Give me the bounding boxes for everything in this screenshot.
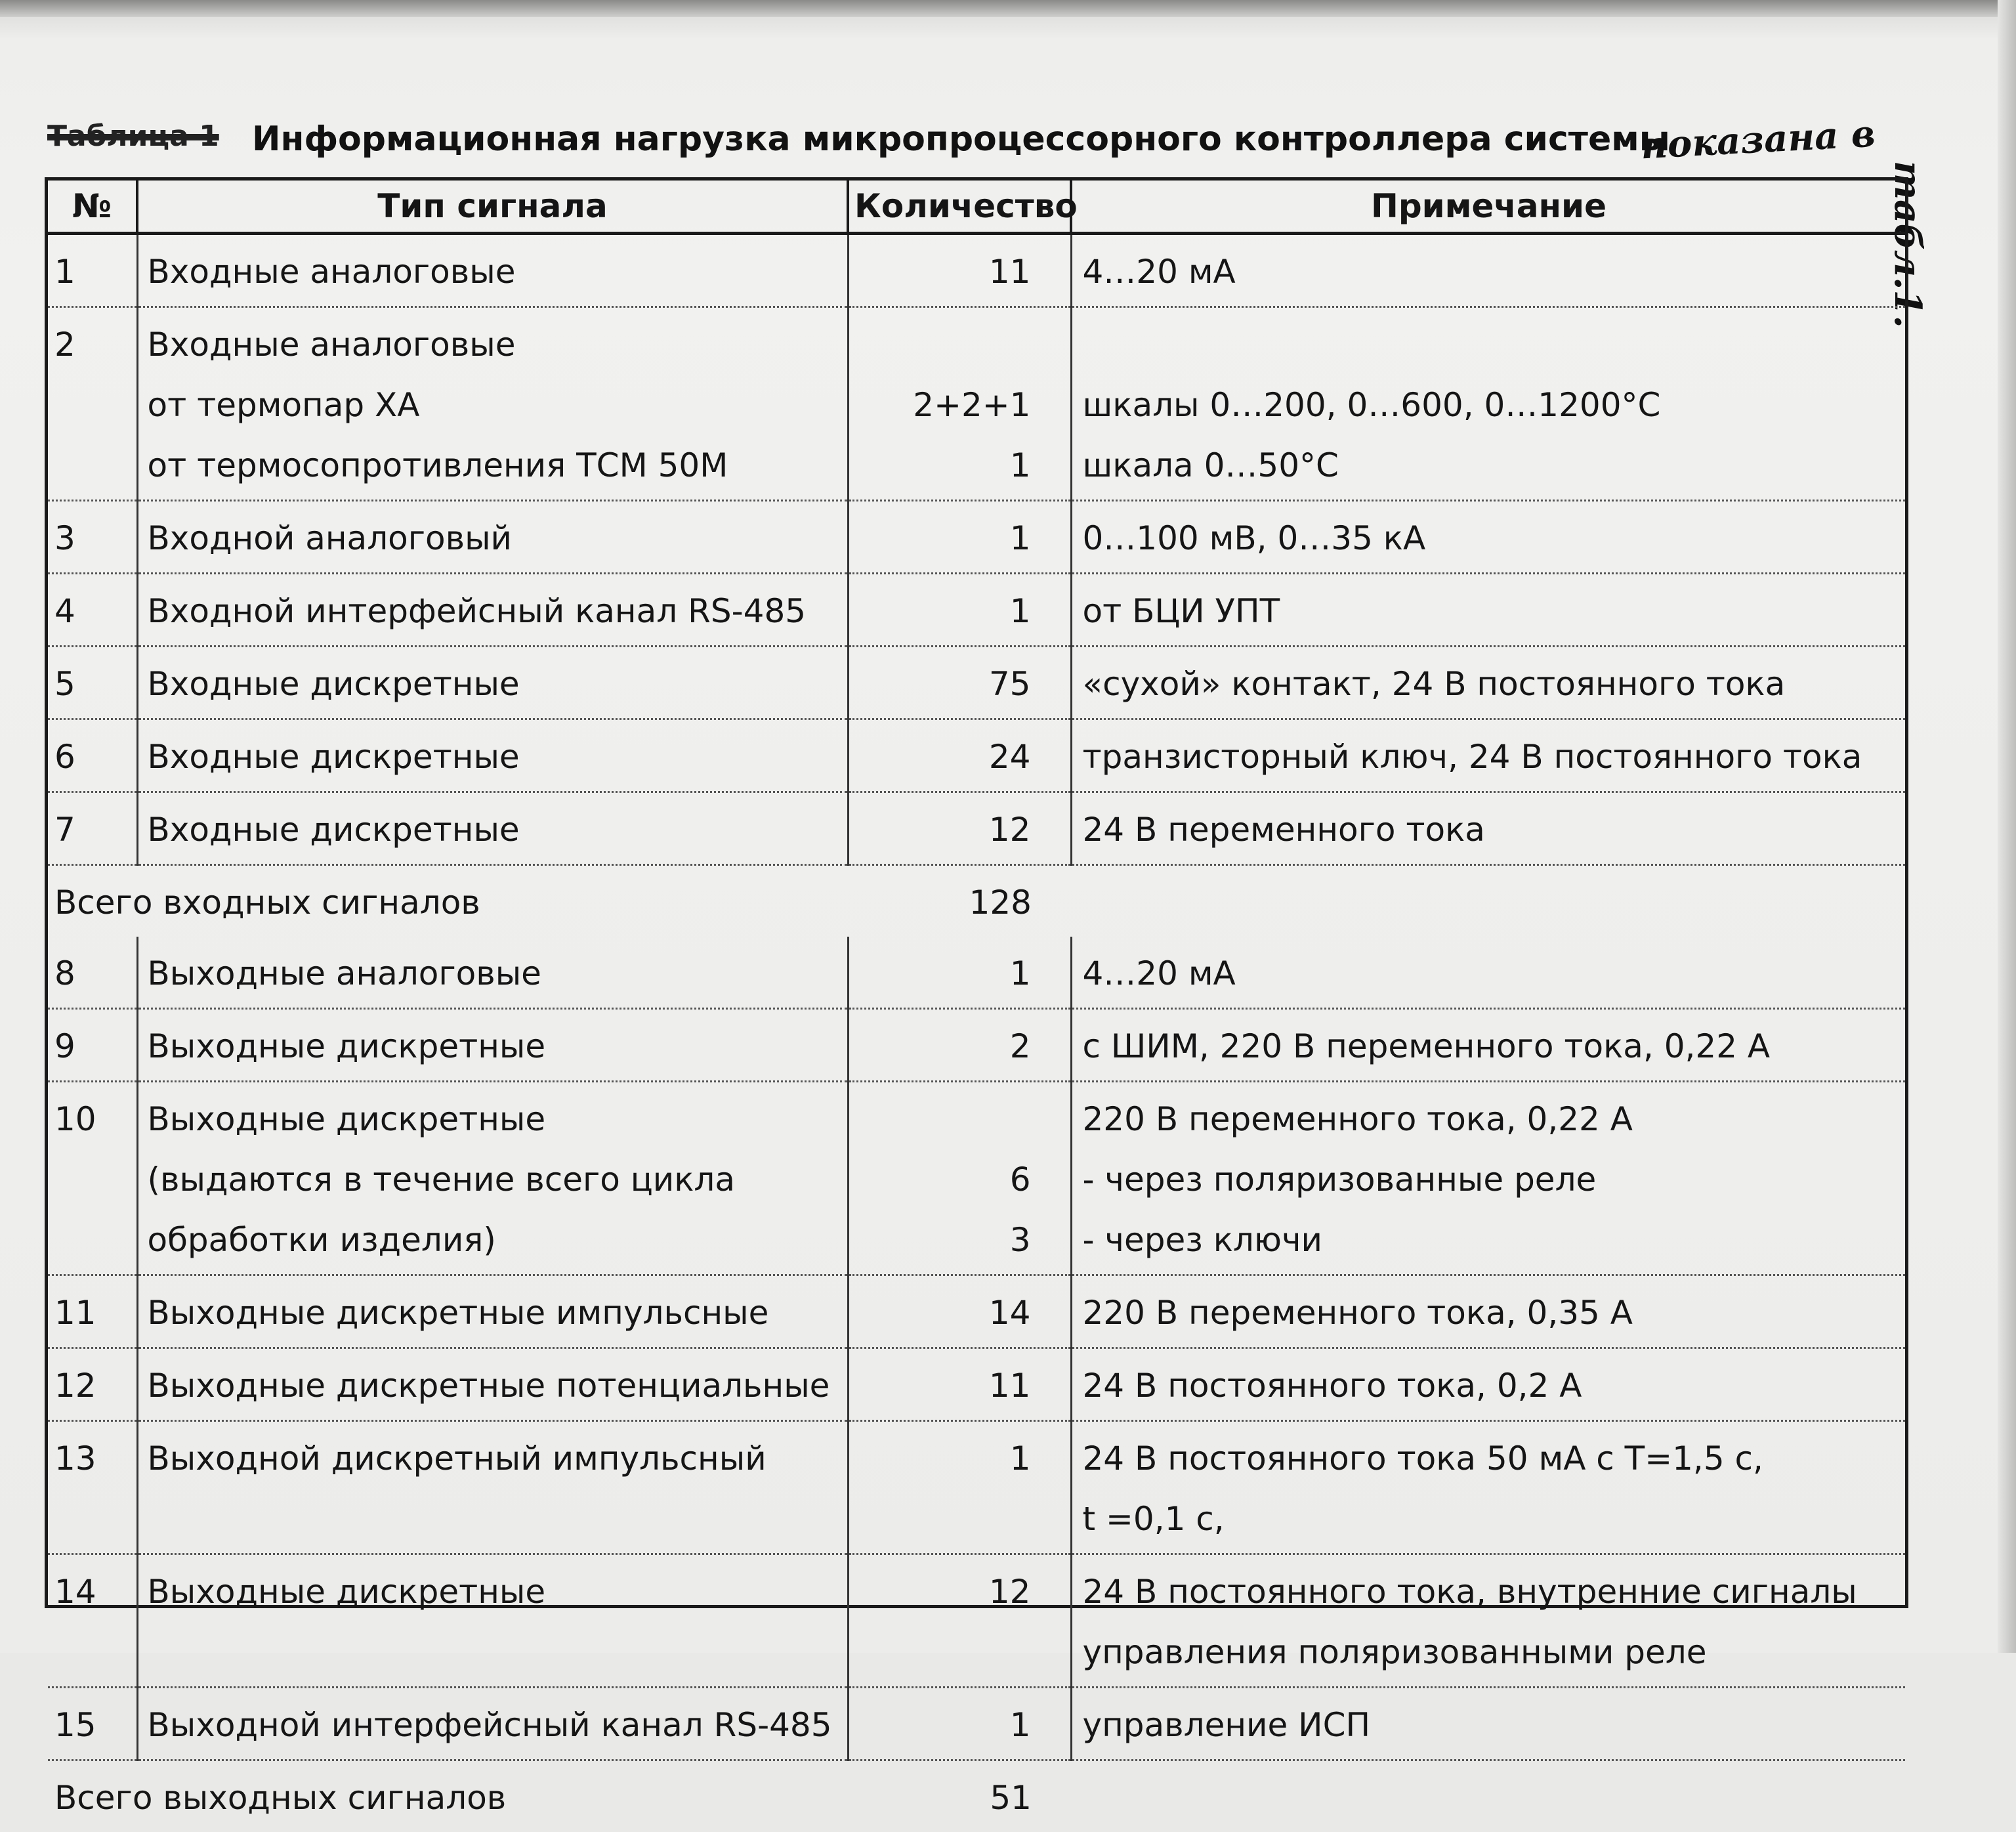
row-number: 11 — [48, 1275, 137, 1348]
signal-note — [1071, 234, 1905, 307]
signal-quantity — [848, 1082, 1071, 1275]
qty-line: 1 — [858, 581, 1031, 641]
type-line: Входные дискретные — [148, 727, 838, 787]
signal-type — [137, 1348, 848, 1421]
type-line: Выходные дискретные — [148, 1016, 838, 1076]
qty-line — [858, 1089, 1031, 1149]
caption-title: Информационная нагрузка микропроцессорного контроллера системы — [252, 119, 1670, 159]
table-row — [48, 1688, 1905, 1760]
total-note-empty — [1071, 1760, 1905, 1832]
note-line: управления поляризованными реле — [1083, 1622, 1897, 1682]
total-quantity: 51 — [848, 1760, 1071, 1832]
table-row — [48, 1275, 1905, 1348]
note-line: с ШИМ, 220 В переменного тока, 0,22 А — [1083, 1016, 1897, 1076]
signal-type — [137, 574, 848, 647]
signal-quantity — [848, 719, 1071, 792]
table-row — [48, 647, 1905, 719]
scan-edge-right — [1998, 0, 2016, 1653]
signal-note — [1071, 1275, 1905, 1348]
signal-type — [137, 719, 848, 792]
qty-line: 2 — [858, 1016, 1031, 1076]
row-number: 12 — [48, 1348, 137, 1421]
row-number: 5 — [48, 647, 137, 719]
signal-type — [137, 937, 848, 1009]
qty-line: 2+2+1 — [858, 375, 1031, 435]
total-label: Всего входных сигналов — [48, 865, 848, 937]
qty-line: 75 — [858, 654, 1031, 714]
signal-note — [1071, 1082, 1905, 1275]
qty-line — [858, 314, 1031, 375]
qty-line: 12 — [858, 799, 1031, 860]
type-line: от термосопротивления ТСМ 50М — [148, 435, 838, 496]
note-line: 24 В постоянного тока 50 мА с Т=1,5 с, — [1083, 1428, 1897, 1489]
signal-note — [1071, 719, 1905, 792]
signal-type — [137, 234, 848, 307]
qty-line: 3 — [858, 1210, 1031, 1270]
qty-line: 1 — [858, 1428, 1031, 1489]
table-row — [48, 307, 1905, 501]
signal-quantity — [848, 574, 1071, 647]
table-row — [48, 719, 1905, 792]
note-line: 220 В переменного тока, 0,22 А — [1083, 1089, 1897, 1149]
signal-quantity — [848, 1009, 1071, 1082]
signal-note — [1071, 574, 1905, 647]
row-number: 4 — [48, 574, 137, 647]
note-line: 24 В постоянного тока, 0,2 А — [1083, 1355, 1897, 1416]
note-line: 4…20 мА — [1083, 242, 1897, 302]
table-row — [48, 1348, 1905, 1421]
note-line: транзисторный ключ, 24 В постоянного тока — [1083, 727, 1897, 787]
qty-line: 14 — [858, 1283, 1031, 1343]
signal-type — [137, 501, 848, 574]
signal-quantity — [848, 307, 1071, 501]
table-header-row — [48, 181, 1905, 234]
signal-quantity — [848, 1348, 1071, 1421]
type-line: Выходные дискретные — [148, 1089, 838, 1149]
qty-line: 12 — [858, 1562, 1031, 1622]
row-number: 14 — [48, 1554, 137, 1688]
type-line: Входные дискретные — [148, 799, 838, 860]
note-line: шкала 0…50°С — [1083, 435, 1897, 496]
signal-note — [1071, 792, 1905, 865]
note-line: управление ИСП — [1083, 1695, 1897, 1755]
caption-label-struck: Таблица 1 — [47, 119, 219, 153]
note-line: - через ключи — [1083, 1210, 1897, 1270]
row-number: 7 — [48, 792, 137, 865]
table-row — [48, 501, 1905, 574]
signal-note — [1071, 307, 1905, 501]
signal-quantity — [848, 1554, 1071, 1688]
signal-type — [137, 307, 848, 501]
handwritten-side-note: табл.1. — [1883, 161, 1929, 358]
table-row — [48, 1421, 1905, 1554]
signal-note — [1071, 647, 1905, 719]
type-line: Выходной интерфейсный канал RS-485 — [148, 1695, 838, 1755]
signal-quantity — [848, 647, 1071, 719]
signal-note — [1071, 1421, 1905, 1554]
table-row — [48, 1009, 1905, 1082]
signal-note — [1071, 1688, 1905, 1760]
signal-quantity — [848, 792, 1071, 865]
row-number: 13 — [48, 1421, 137, 1554]
signal-quantity — [848, 1421, 1071, 1554]
signal-type — [137, 1082, 848, 1275]
signal-type — [137, 1554, 848, 1688]
type-line: Выходные аналоговые — [148, 943, 838, 1004]
type-line: обработки изделия) — [148, 1210, 838, 1270]
note-line: 24 В переменного тока — [1083, 799, 1897, 860]
table-body — [48, 234, 1905, 1832]
header-type: Тип сигнала — [137, 181, 848, 234]
total-row — [48, 865, 1905, 937]
signal-note — [1071, 501, 1905, 574]
note-line: 0…100 мВ, 0…35 кА — [1083, 508, 1897, 568]
qty-line: 6 — [858, 1149, 1031, 1210]
type-line: Выходные дискретные потенциальные — [148, 1355, 838, 1416]
header-num: № — [48, 181, 137, 234]
signal-quantity — [848, 1275, 1071, 1348]
header-note: Примечание — [1071, 181, 1905, 234]
row-number: 6 — [48, 719, 137, 792]
signal-note — [1071, 937, 1905, 1009]
type-line: Выходной дискретный импульсный — [148, 1428, 838, 1489]
qty-line: 1 — [858, 1695, 1031, 1755]
scan-edge-top — [0, 0, 2016, 17]
total-quantity: 128 — [848, 865, 1071, 937]
type-line: от термопар ХА — [148, 375, 838, 435]
table-row — [48, 574, 1905, 647]
table-row — [48, 1554, 1905, 1688]
signal-quantity — [848, 1688, 1071, 1760]
type-line: Входной аналоговый — [148, 508, 838, 568]
signal-quantity — [848, 501, 1071, 574]
type-line: Входные аналоговые — [148, 314, 838, 375]
qty-line: 11 — [858, 1355, 1031, 1416]
qty-line: 1 — [858, 508, 1031, 568]
signal-type — [137, 1009, 848, 1082]
note-line: 220 В переменного тока, 0,35 А — [1083, 1283, 1897, 1343]
table-row — [48, 792, 1905, 865]
row-number: 1 — [48, 234, 137, 307]
handwritten-note: показана в — [1640, 112, 1877, 168]
table-row — [48, 937, 1905, 1009]
signal-quantity — [848, 937, 1071, 1009]
header-qty: Количество — [848, 181, 1071, 234]
row-number: 8 — [48, 937, 137, 1009]
row-number: 10 — [48, 1082, 137, 1275]
qty-line: 1 — [858, 943, 1031, 1004]
signal-quantity — [848, 234, 1071, 307]
signal-type — [137, 1688, 848, 1760]
total-row — [48, 1760, 1905, 1832]
total-label: Всего выходных сигналов — [48, 1760, 848, 1832]
note-line: 4…20 мА — [1083, 943, 1897, 1004]
type-line: Выходные дискретные — [148, 1562, 838, 1622]
note-line: - через поляризованные реле — [1083, 1149, 1897, 1210]
row-number: 9 — [48, 1009, 137, 1082]
type-line: Входной интерфейсный канал RS-485 — [148, 581, 838, 641]
signal-type — [137, 647, 848, 719]
note-line — [1083, 314, 1897, 375]
signals-table — [48, 181, 1905, 1832]
table-row — [48, 1082, 1905, 1275]
signal-note — [1071, 1348, 1905, 1421]
note-line: t =0,1 с, — [1083, 1489, 1897, 1549]
signal-type — [137, 1275, 848, 1348]
qty-line: 11 — [858, 242, 1031, 302]
qty-line: 24 — [858, 727, 1031, 787]
row-number: 2 — [48, 307, 137, 501]
signal-type — [137, 792, 848, 865]
signal-note — [1071, 1009, 1905, 1082]
note-line: шкалы 0…200, 0…600, 0…1200°С — [1083, 375, 1897, 435]
signal-note — [1071, 1554, 1905, 1688]
type-line: Выходные дискретные импульсные — [148, 1283, 838, 1343]
row-number: 15 — [48, 1688, 137, 1760]
table-row — [48, 234, 1905, 307]
note-line: от БЦИ УПТ — [1083, 581, 1897, 641]
note-line: 24 В постоянного тока, внутренние сигналы — [1083, 1562, 1897, 1622]
note-line: «сухой» контакт, 24 В постоянного тока — [1083, 654, 1897, 714]
row-number: 3 — [48, 501, 137, 574]
total-note-empty — [1071, 865, 1905, 937]
type-line: Входные аналоговые — [148, 242, 838, 302]
type-line: Входные дискретные — [148, 654, 838, 714]
type-line: (выдаются в течение всего цикла — [148, 1149, 838, 1210]
qty-line: 1 — [858, 435, 1031, 496]
signal-type — [137, 1421, 848, 1554]
